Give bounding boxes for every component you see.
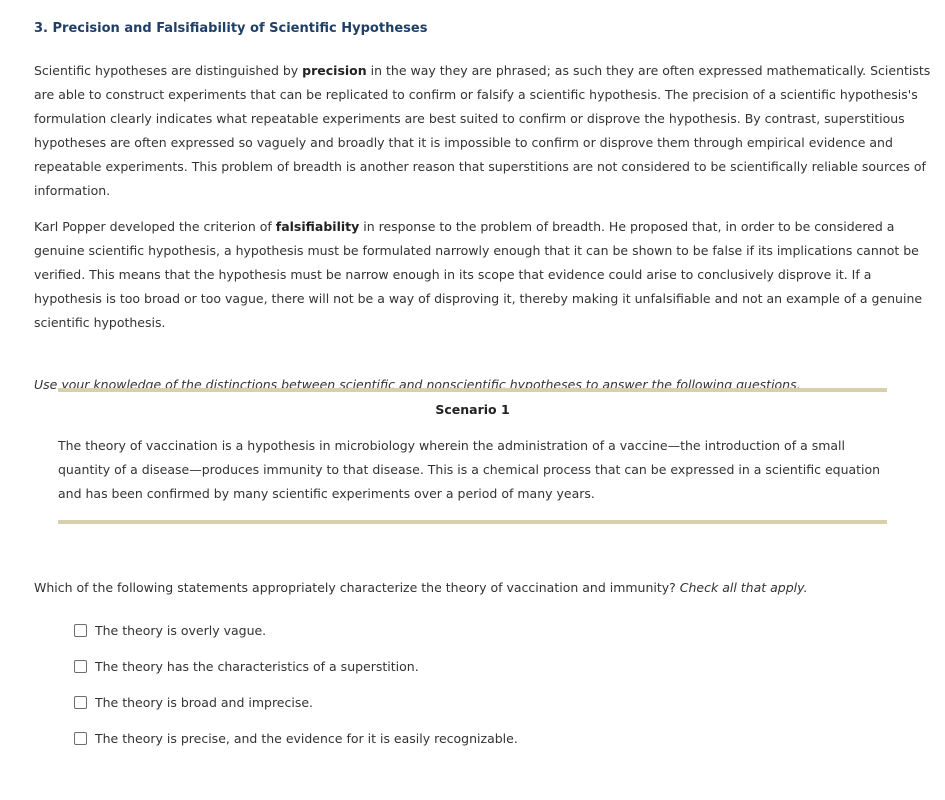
checkbox[interactable] — [74, 732, 87, 745]
paragraph-falsifiability — [34, 215, 939, 335]
question-text: Which of the following statements appropriately characterize the theory of vaccination and immunity? — [34, 580, 680, 595]
section-title: 3. Precision and Falsifiability of Scientific Hypotheses — [34, 21, 428, 36]
paragraph-precision-pre: Scientific hypotheses are distinguished by — [34, 63, 303, 78]
instructions-text: Use your knowledge of the distinctions between scientific and nonscientific hypotheses to answer the following questions. — [34, 377, 801, 392]
answer-option[interactable] — [74, 726, 518, 750]
answer-option[interactable] — [74, 690, 518, 714]
paragraph-falsifiability-pre: Karl Popper developed the criterion of — [34, 219, 276, 234]
paragraph-falsifiability-post: in response to the problem of breadth. He proposed that, in order to be considered a genuine scientific hypothesis, a hypothesis must be formulated narrowly enough that it can be shown to be false if its implications cannot be verified. This means that the hypothesis must be narrow enough in its scope that evidence could arise to conclusively disprove it. If a hypothesis is too broad or too vague, there will not be a way of disproving it, thereby making it unfalsifiable and not an example of a genuine scientific hypothesis. — [34, 219, 923, 330]
answer-option-label[interactable]: The theory is overly vague. — [95, 622, 267, 638]
answer-option[interactable] — [74, 654, 518, 678]
answer-option-label[interactable]: The theory has the characteristics of a superstition. — [95, 658, 419, 674]
checkbox[interactable] — [74, 660, 87, 673]
answer-option[interactable] — [74, 618, 518, 642]
answer-option-label[interactable]: The theory is broad and imprecise. — [95, 694, 314, 710]
scenario-text: The theory of vaccination is a hypothesis in microbiology wherein the administration of a vaccine—the introduction of a small quantity of a disease—produces immunity to that disease. This is a chemical process that can be expressed in a scientific equation and has been confirmed by many scientific experiments over a period of many years. — [58, 438, 881, 501]
checkbox[interactable] — [74, 624, 87, 637]
scenario-title: Scenario 1 — [435, 402, 510, 417]
question-prompt — [34, 576, 808, 600]
paragraph-precision-post: in the way they are phrased; as such they are often expressed mathematically. Scientists are able to construct experiments that can be replicated to confirm or falsify a scientific hypothesis. The precision of a scientific hypothesis's formulation clearly indicates what repeatable experiments are best suited to confirm or disprove the hypothesis. By contrast, superstitious hypotheses are often expressed so vaguely and broadly that it is impossible to confirm or disprove them through empirical evidence and repeatable experiments. This problem of breadth is another reason that superstitions are not considered to be scientifically reliable sources of information. — [34, 63, 931, 198]
answer-options — [74, 618, 518, 762]
page-content — [34, 20, 939, 746]
scenario-box — [58, 388, 887, 524]
paragraph-precision — [34, 59, 939, 203]
answer-option-label[interactable]: The theory is precise, and the evidence for it is easily recognizable. — [95, 730, 518, 746]
term-precision: precision — [302, 63, 367, 78]
question-hint: Check all that apply. — [679, 580, 808, 595]
term-falsifiability: falsifiability — [275, 219, 360, 234]
checkbox[interactable] — [74, 696, 87, 709]
